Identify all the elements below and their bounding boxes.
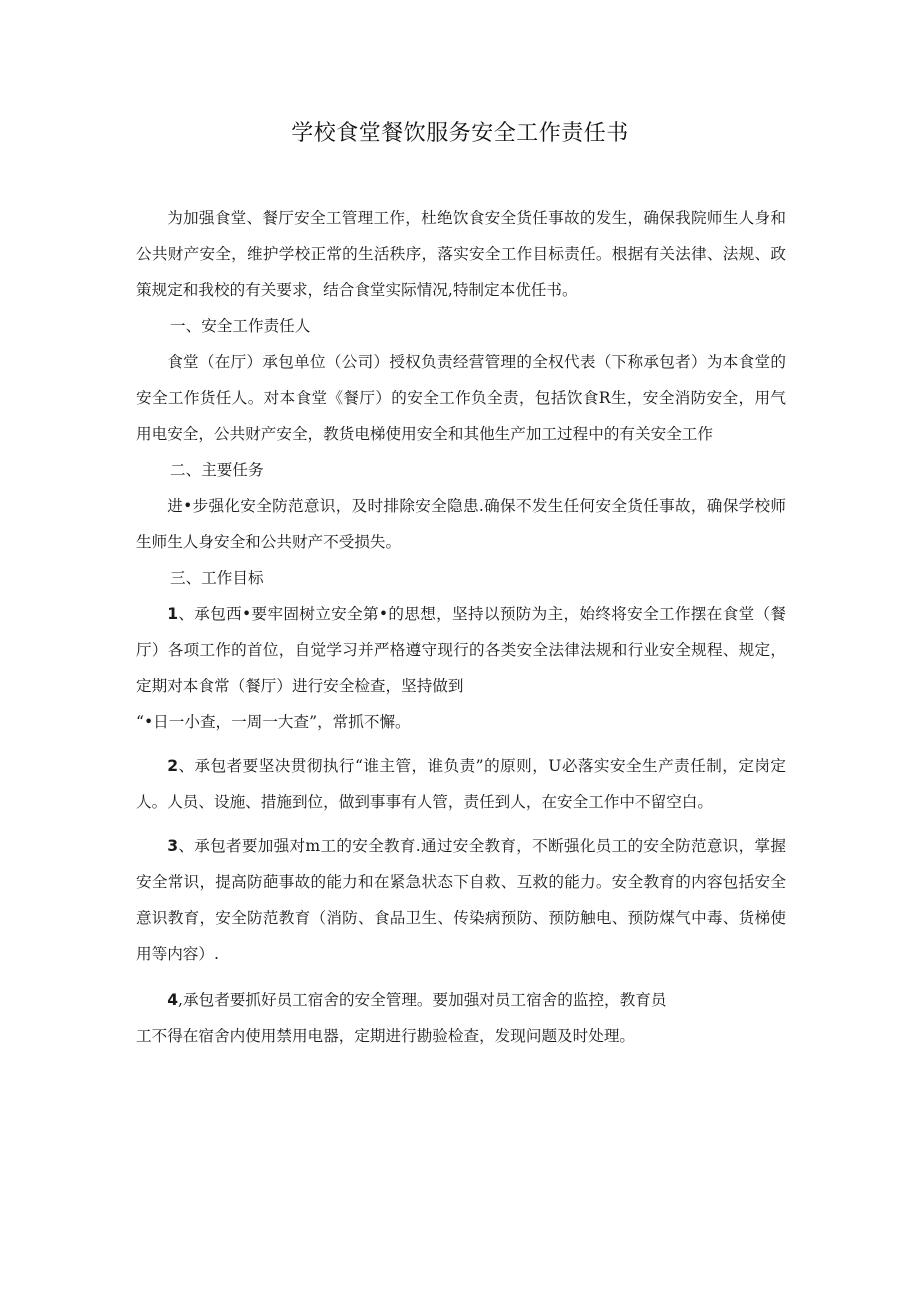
intro-paragraph: 为加强食堂、餐厅安全工管理工作，杜绝饮食安全货任事故的发生，确保我院师生人身和公共财产安全，维护学校正常的生活秩序，落实安全工作目标责任。根据有关法律、法规、政策规定和我校的有关要求，结合食堂实际情况,特制定本优任书。 [136,209,786,299]
section-heading-main-tasks: 二、主要任务 [170,461,264,479]
goal-item-4 [136,982,786,1018]
section-paragraph-main-tasks: 进•步强化安全防范意识，及时排除安全隐患.确保不发生任何安全货任事故，确保学校师生师生人身安全和公共财产不受损失。 [136,497,786,551]
section-paragraph-responsible-person: 食堂（在厅）承包单位（公司）授权负责经营管理的全权代表（下称承包者）为本食堂的安全工作货任人。对本食堂《餐厅）的安全工作负全责，包括饮食R生，安全消防安全，用气用电安全，公共财产安全，教货电梯使用安全和其他生产加工过程中的有关安全工作 [136,353,786,443]
section-heading-responsible-person: 一、安全工作责任人 [170,317,311,335]
spacer [136,740,786,748]
goal-item-3 [136,828,786,972]
section-heading-work-goals: 三、工作目标 [170,569,264,587]
goal-item-text: 、承包者要加强对m工的安全教育.通过安全教育，不断强化员工的安全防范意识，掌握安全常识，提高防葩事故的能力和在紧急状态下自救、互救的能力。安全教育的内容包括安全意识教育，安全防范教育（消防、食品卫生、传染病预防、预防触电、预防煤气中毒、货梯使用等内容）. [136,837,786,963]
goal-item-number: 4 [167,991,179,1009]
goal-item-text: 、承包西•要牢固树立安全第•的思想，坚持以预防为主，始终将安全工作摆在食堂（餐厅）各项工作的首位，自觉学习并严格遵守现行的各类安全法律法规和行业安全规程、规定，定期对本食常（餐厅）进行安全检查，坚持做到 [136,605,786,695]
spacer [136,972,786,982]
document-body [136,200,786,1054]
goal-item-1 [136,596,786,704]
goal-item-number: 1 [167,605,179,623]
goal-item-number: 3 [167,837,179,855]
goal-item-1-continuation: “•日一小查，一周一大查”，常抓不懈。 [136,713,411,731]
goal-item-text: ,承包者要抓好员工宿舍的安全管理。要加强对员工宿舍的监控，教育员 [178,991,667,1009]
document-title: 学校食堂餐饮服务安全工作责任书 [291,121,629,146]
goal-item-number: 2 [167,757,179,775]
goal-item-2 [136,748,786,820]
goal-item-4-continuation: 工不得在宿舍内使用禁用电器，定期进行勘验检查，发现问题及时处理。 [136,1027,636,1045]
spacer [136,820,786,828]
goal-item-text: 、承包者要坚决贯彻执行“谁主管，谁负责”的原则，U必落实安全生产责任制，定岗定人。人员、设施、措施到位，做到事事有人管，责任到人，在安全工作中不留空白。 [136,757,786,811]
